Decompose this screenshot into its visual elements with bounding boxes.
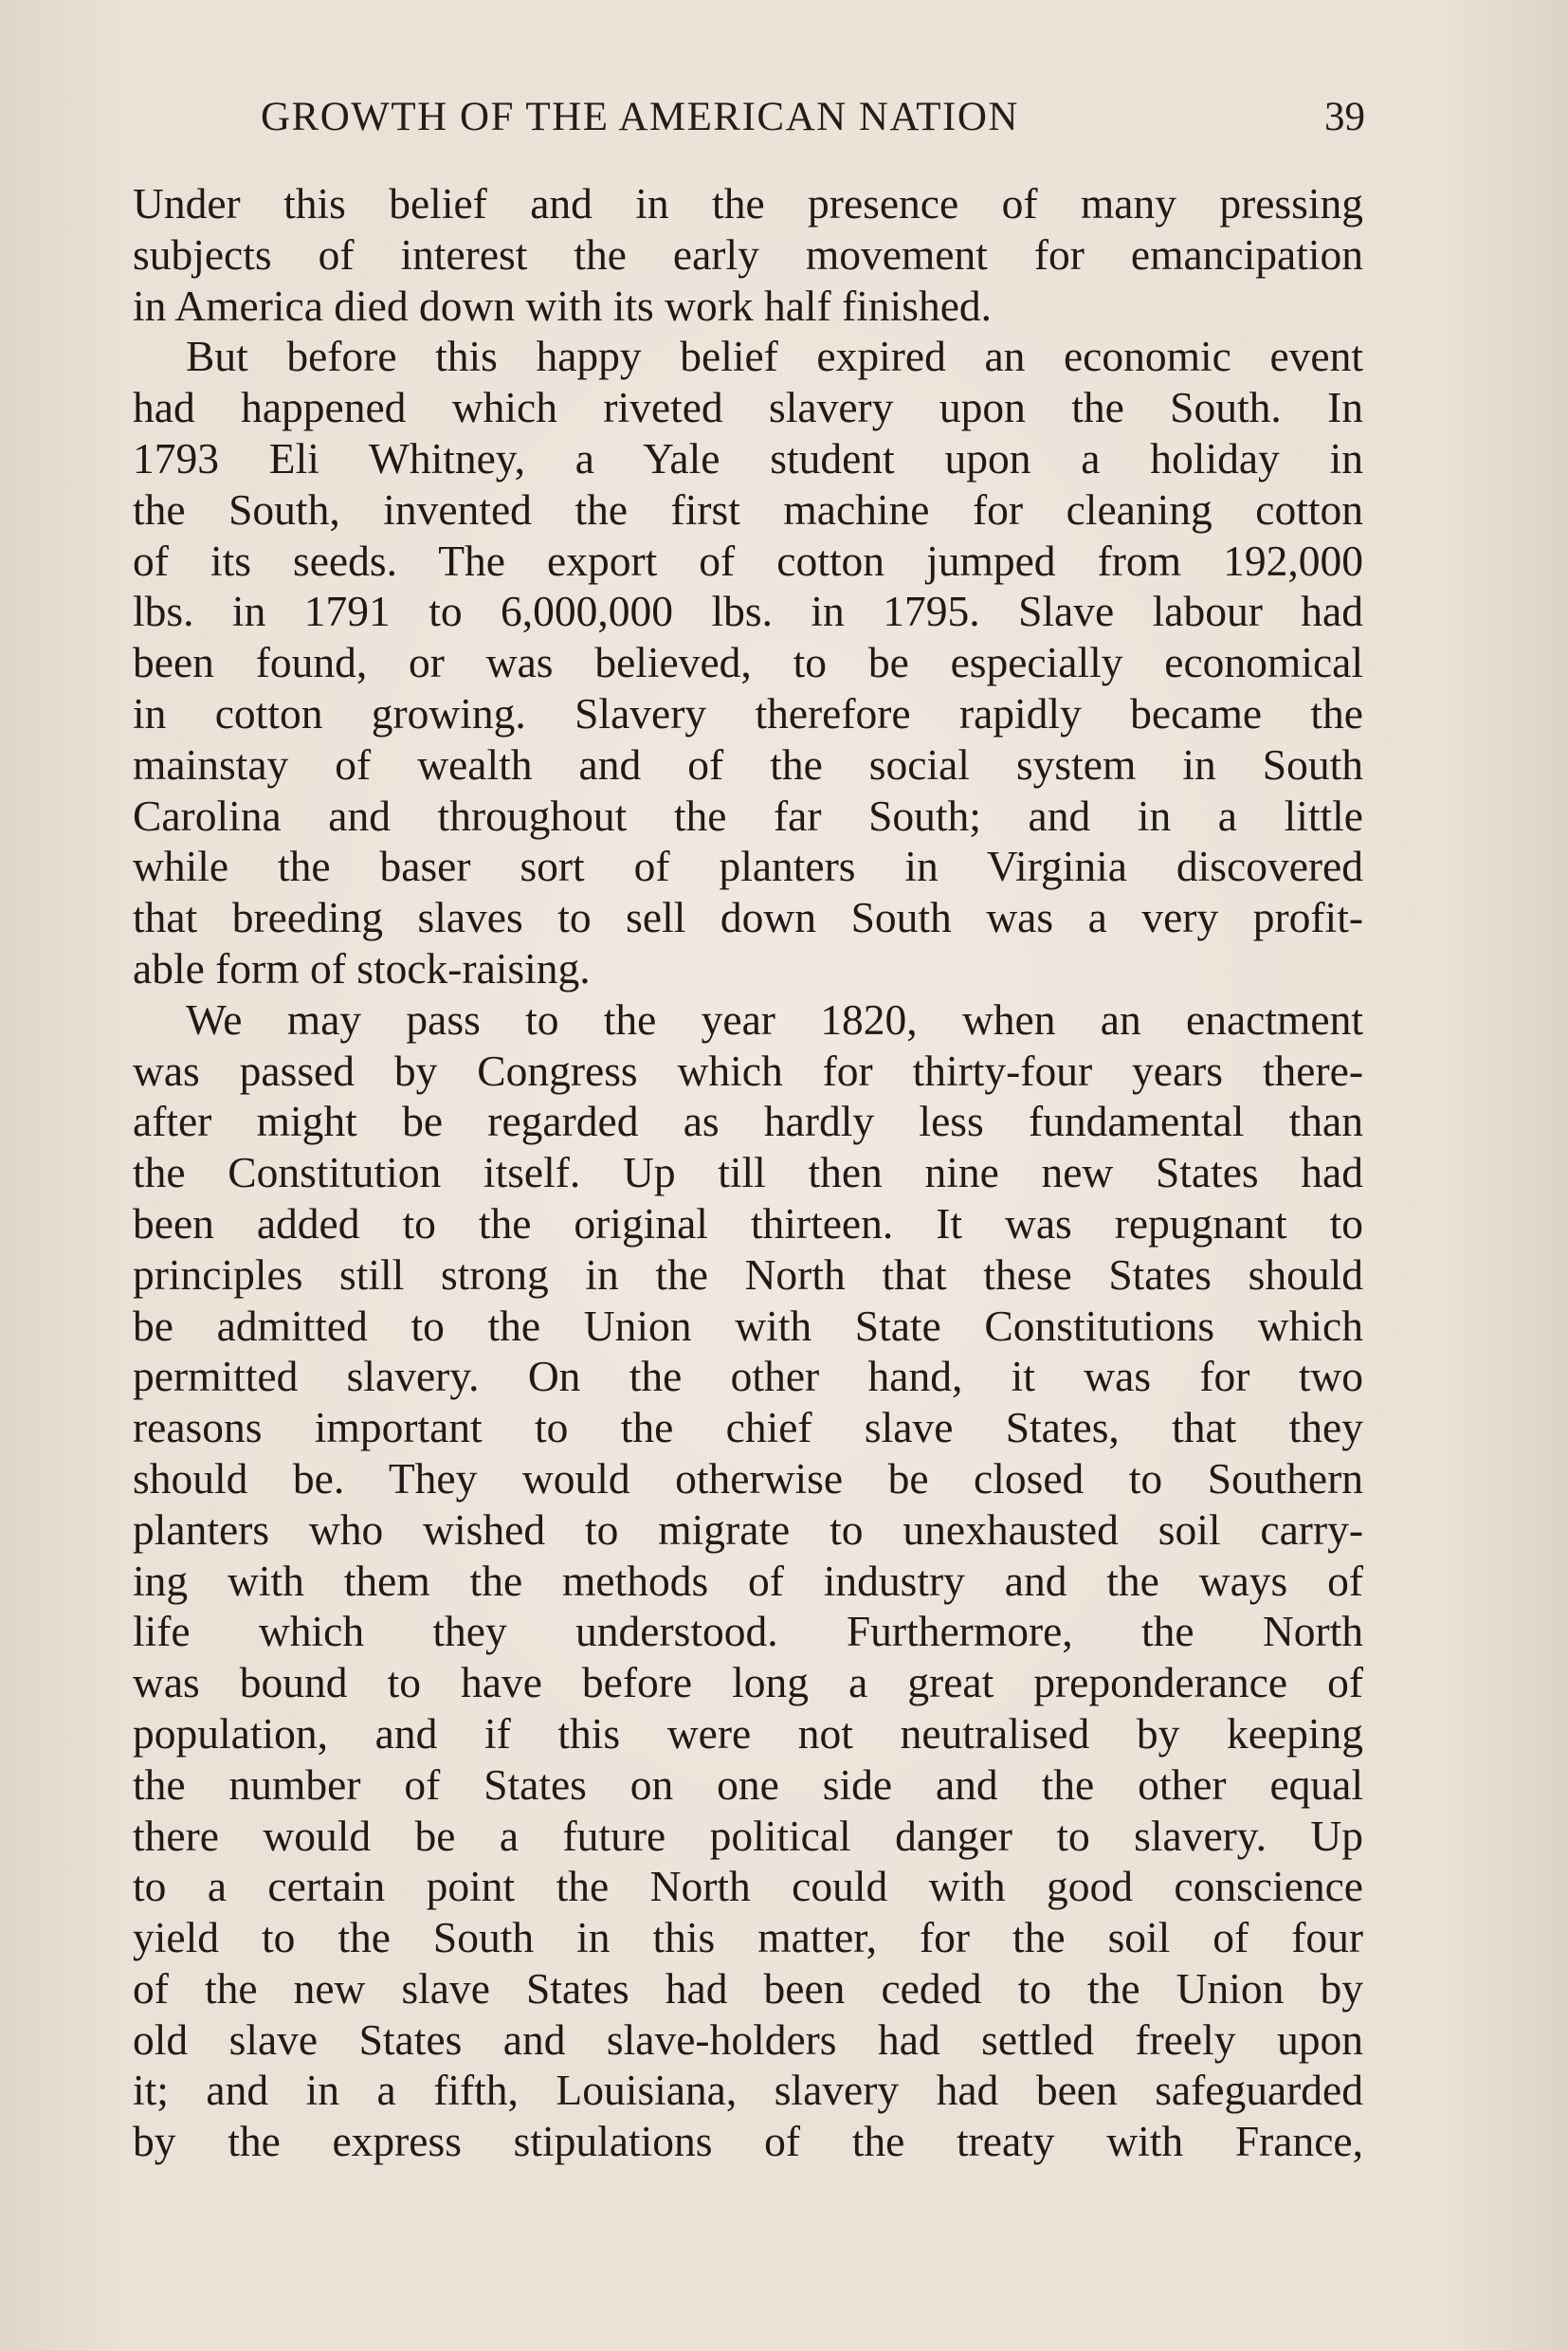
text-line: be admitted to the Union with State Constitutions which [133, 1301, 1363, 1350]
text-line: Under this belief and in the presence of many pressing [133, 179, 1363, 228]
page-number: 39 [1324, 95, 1365, 139]
text-line: reasons important to the chief slave States, that they [133, 1403, 1363, 1452]
text-line: the number of States on one side and the other equal [133, 1759, 1363, 1809]
text-line: life which they understood. Furthermore, the North [133, 1607, 1363, 1656]
text-line: to a certain point the North could with good conscience [133, 1862, 1363, 1911]
text-line: after might be regarded as hardly less fundamental than [133, 1097, 1363, 1146]
text-line: of its seeds. The export of cotton jumped from 192,000 [133, 536, 1363, 585]
text-line: there would be a future political danger to slavery. Up [133, 1811, 1363, 1860]
text-line: principles still strong in the North that these States should [133, 1249, 1363, 1299]
text-line: permitted slavery. On the other hand, it was for two [133, 1352, 1363, 1401]
running-title: GROWTH OF THE AMERICAN NATION [261, 95, 1019, 139]
text-line: it; and in a fifth, Louisiana, slavery had been safeguarded [133, 2066, 1363, 2115]
text-line: We may pass to the year 1820, when an enactment [186, 994, 1363, 1044]
text-line: in cotton growing. Slavery therefore rapidly became the [133, 688, 1363, 738]
text-line: had happened which riveted slavery upon the South. In [133, 383, 1363, 432]
running-header [133, 87, 1365, 148]
text-line: by the express stipulations of the treaty with France, [133, 2117, 1363, 2166]
text-line: been found, or was believed, to be especially economical [133, 638, 1363, 687]
text-line: subjects of interest the early movement for emancipation [133, 229, 1363, 279]
text-line: was bound to have before long a great preponderance of [133, 1658, 1363, 1707]
text-line: Carolina and throughout the far South; and in a little [133, 791, 1363, 840]
text-line: was passed by Congress which for thirty-four years there- [133, 1046, 1363, 1095]
text-line: planters who wished to migrate to unexhausted soil carry- [133, 1504, 1363, 1554]
text-line: been added to the original thirteen. It was repugnant to [133, 1198, 1363, 1248]
text-line: yield to the South in this matter, for the soil of four [133, 1913, 1363, 1962]
text-line: of the new slave States had been ceded to the Union by [133, 1963, 1363, 2013]
text-line: the Constitution itself. Up till then nine new States had [133, 1148, 1363, 1197]
text-line: old slave States and slave-holders had settled freely upon [133, 2014, 1363, 2064]
text-line: mainstay of wealth and of the social system in South [133, 739, 1363, 789]
text-line: ing with them the methods of industry and the ways of [133, 1556, 1363, 1605]
text-line: population, and if this were not neutralised by keeping [133, 1708, 1363, 1758]
text-line: in America died down with its work half finished. [133, 281, 993, 330]
text-line: should be. They would otherwise be closed to Southern [133, 1453, 1363, 1503]
text-line: the South, invented the first machine for cleaning cotton [133, 484, 1363, 534]
text-line: But before this happy belief expired an economic event [186, 332, 1363, 381]
text-line: able form of stock-raising. [133, 943, 591, 993]
text-line: that breeding slaves to sell down South was a very profit- [133, 893, 1363, 942]
body-text [133, 178, 1363, 2167]
text-line: 1793 Eli Whitney, a Yale student upon a holiday in [133, 433, 1363, 483]
text-line: while the baser sort of planters in Virginia discovered [133, 842, 1363, 891]
text-line: lbs. in 1791 to 6,000,000 lbs. in 1795. Slave labour had [133, 587, 1363, 636]
